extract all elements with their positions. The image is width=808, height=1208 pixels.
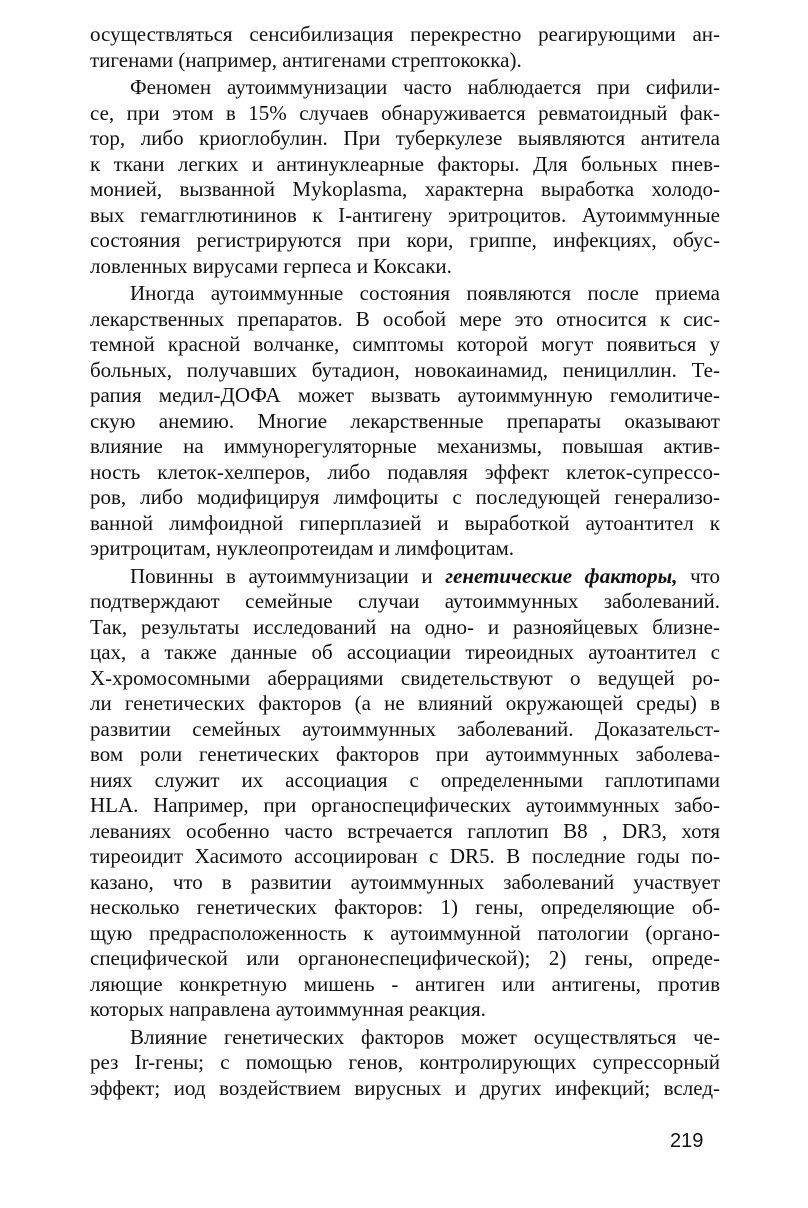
text-line: вых гемагглютининов к I-антигену эритроцитов. Аутоиммунные bbox=[90, 202, 720, 227]
text-line: Иногда аутоиммунные состояния появляются после приема bbox=[130, 281, 720, 305]
text-line: леваниях особенно часто встречается гаплотип B8 , DR3, хотя bbox=[90, 818, 720, 843]
text-line: тигенами (например, антигенами стрептококка). bbox=[90, 47, 522, 72]
text-line: ров, либо модифицируя лимфоциты с последующей генерализо- bbox=[90, 485, 720, 509]
text-line: се, при этом в 15% случаев обнаруживается ревматоидный фак- bbox=[90, 100, 720, 125]
text-line: ляющие конкретную мишень - антиген или антигены, против bbox=[90, 971, 720, 996]
text-line: ловленных вирусами герпеса и Коксаки. bbox=[90, 253, 452, 278]
text-line: которых направлена аутоиммунная реакция. bbox=[90, 997, 486, 1021]
text-line: HLA. Например, при органоспецифических аутоиммунных забо- bbox=[90, 793, 720, 817]
text-line: Х-хромосомными аберрациями свидетельствуют о ведущей ро- bbox=[90, 665, 720, 690]
text-line-with-emphasis bbox=[90, 564, 720, 590]
text-line: ли генетических факторов (а не влияний окружающей среды) в bbox=[90, 691, 720, 715]
text-line: состояния регистрируются при кори, гриппе, инфекциях, обус- bbox=[90, 228, 720, 252]
text-line: ванной лимфоидной гиперплазией и выработкой аутоантител к bbox=[90, 510, 720, 535]
text-line: ность клеток-хелперов, либо подавляя эффект клеток-супрессо- bbox=[90, 459, 720, 484]
text-line: несколько генетических факторов: 1) гены, определяющие об- bbox=[90, 895, 720, 919]
text-line: тиреоидит Хасимото ассоциирован с DR5. В последние годы по- bbox=[90, 844, 720, 868]
text-line: рез Ir-гены; с помощью генов, контролирующих супрессорный bbox=[90, 1050, 720, 1074]
text-line: монией, вызванной Mykoplasma, характерна выработка холодо- bbox=[90, 177, 720, 201]
text-line: тор, либо криоглобулин. При туберкулезе выявляются антитела bbox=[90, 126, 720, 150]
emphasis-term: генетические факторы, bbox=[445, 563, 678, 588]
text-fragment: что bbox=[690, 563, 721, 588]
text-line: больных, получавших бутадион, новокаинамид, пенициллин. Те- bbox=[90, 357, 720, 382]
text-fragment: Повинны в аутоиммунизации и bbox=[130, 563, 433, 588]
text-line: Так, результаты исследований на одно- и разнояйцевых близне- bbox=[90, 614, 720, 639]
text-line: вом роли генетических факторов при аутоиммунных заболева- bbox=[90, 742, 720, 766]
text-line: темной красной волчанке, симптомы которой могут появиться у bbox=[90, 332, 720, 356]
text-line: Феномен аутоиммунизации часто наблюдается при сифили- bbox=[130, 75, 720, 99]
text-line: казано, что в развитии аутоиммунных заболеваний участвует bbox=[90, 869, 720, 894]
text-line: ниях служит их ассоциация с определенными гаплотипами bbox=[90, 767, 720, 792]
text-line: эффект; иод воздействием вирусных и других инфекций; вслед- bbox=[90, 1075, 720, 1100]
text-line: осуществляться сенсибилизация перекрестно реагирующими ан- bbox=[90, 22, 720, 46]
page-body bbox=[90, 22, 720, 1101]
text-line: специфической или органонеспецифической); 2) гены, опреде- bbox=[90, 946, 720, 970]
text-line: щую предрасположенность к аутоиммунной патологии (органо- bbox=[90, 920, 720, 945]
text-line: скую анемию. Многие лекарственные препараты оказывают bbox=[90, 408, 720, 433]
text-line: рапия медил-ДОФА может вызвать аутоиммунную гемолитиче- bbox=[90, 383, 720, 407]
text-line: цах, а также данные об ассоциации тиреоидных аутоантител с bbox=[90, 640, 720, 664]
text-line: лекарственных препаратов. В особой мере это относится к сис- bbox=[90, 306, 720, 331]
page-number: 219 bbox=[670, 1130, 704, 1152]
text-line: Влияние генетических факторов может осуществляться че- bbox=[130, 1024, 720, 1049]
text-line: развитии семейных аутоиммунных заболеваний. Доказательст- bbox=[90, 716, 720, 741]
text-line: влияние на иммунорегуляторные механизмы, повышая актив- bbox=[90, 434, 720, 458]
text-line: к ткани легких и антинуклеарные факторы. Для больных пнев- bbox=[90, 151, 720, 176]
text-line: эритроцитам, нуклеопротеидам и лимфоцитам. bbox=[90, 536, 515, 560]
text-line: подтверждают семейные случаи аутоиммунных заболеваний. bbox=[90, 589, 720, 613]
